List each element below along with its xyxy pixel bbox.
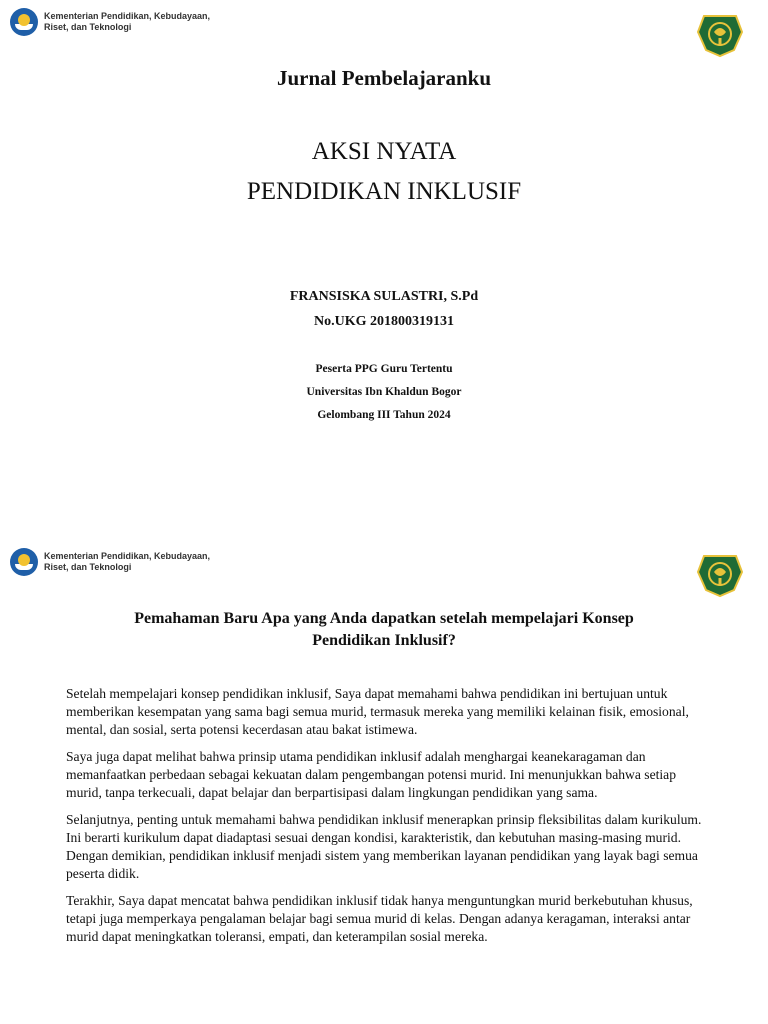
ministry-header [10,8,210,36]
university-logo-icon [696,550,744,598]
answer-body [66,685,706,955]
participant-label: Peserta PPG Guru Tertentu [315,363,453,375]
ministry-name-line1: Kementerian Pendidikan, Kebudayaan, [44,11,211,21]
ministry-name-line1: Kementerian Pendidikan, Kebudayaan, [44,551,211,561]
author-name: FRANSISKA SULASTRI, S.Pd [289,289,479,304]
program-block [0,358,768,427]
topic-title: PENDIDIKAN INKLUSIF [246,178,522,205]
ministry-name [44,11,210,33]
ministry-logo-icon [10,8,38,36]
author-block [0,284,768,334]
answer-paragraph: Saya juga dapat melihat bahwa prinsip utama pendidikan inklusif adalah menghargai keanekaragaman dan memanfaatkan perbedaan sebagai kekuatan dalam pengembangan potensi murid. Ini menunjukkan bahwa setiap murid, tanpa terkecuali, dapat belajar dan berpartisipasi dalam lingkungan pendidikan yang sama. [66,749,676,800]
content-page [0,540,768,1024]
answer-paragraph: Selanjutnya, penting untuk memahami bahwa pendidikan inklusif menerapkan prinsip fleksibilitas dalam kurikulum. Ini berarti kurikulum dapat diadaptasi sesuai dengan kondisi, karakteristik, dan kebutuhan masing-masing murid. Dengan demikian, pendidikan inklusif menjadi sistem yang memberikan layanan pendidikan yang layak bagi semua peserta didik. [66,812,702,881]
university-name: Universitas Ibn Khaldun Bogor [306,386,462,398]
ministry-name [44,551,210,573]
journal-title: Jurnal Pembelajaranku [276,66,492,90]
batch-label: Gelombang III Tahun 2024 [317,409,451,421]
answer-paragraph: Terakhir, Saya dapat mencatat bahwa pendidikan inklusif tidak hanya menguntungkan murid berkebutuhan khusus, tetapi juga memperkaya pengalaman belajar bagi semua murid di kelas. Dengan adanya keragaman, interaksi antar murid dapat meningkatkan toleransi, empati, dan keterampilan sosial mereka. [66,893,693,944]
action-title: AKSI NYATA [311,138,457,165]
university-logo-icon [696,10,744,58]
question-line1: Pemahaman Baru Apa yang Anda dapatkan setelah mempelajari Konsep [134,610,634,627]
cover-title-block [0,132,768,212]
answer-paragraph: Setelah mempelajari konsep pendidikan inklusif, Saya dapat memahami bahwa pendidikan ini bertujuan untuk memberikan kesempatan yang sama bagi semua murid, termasuk mereka yang memiliki kelainan fisik, emosional, mental, dan sosial, serta potensi kecerdasan atau bakat istimewa. [66,686,689,737]
ministry-name-line2: Riset, dan Teknologi [44,22,132,32]
ministry-logo-icon [10,548,38,576]
ministry-header [10,548,210,576]
question-line2: Pendidikan Inklusif? [312,632,456,649]
question-heading [60,608,708,652]
ministry-name-line2: Riset, dan Teknologi [44,562,132,572]
ukg-number: No.UKG 201800319131 [314,314,454,329]
